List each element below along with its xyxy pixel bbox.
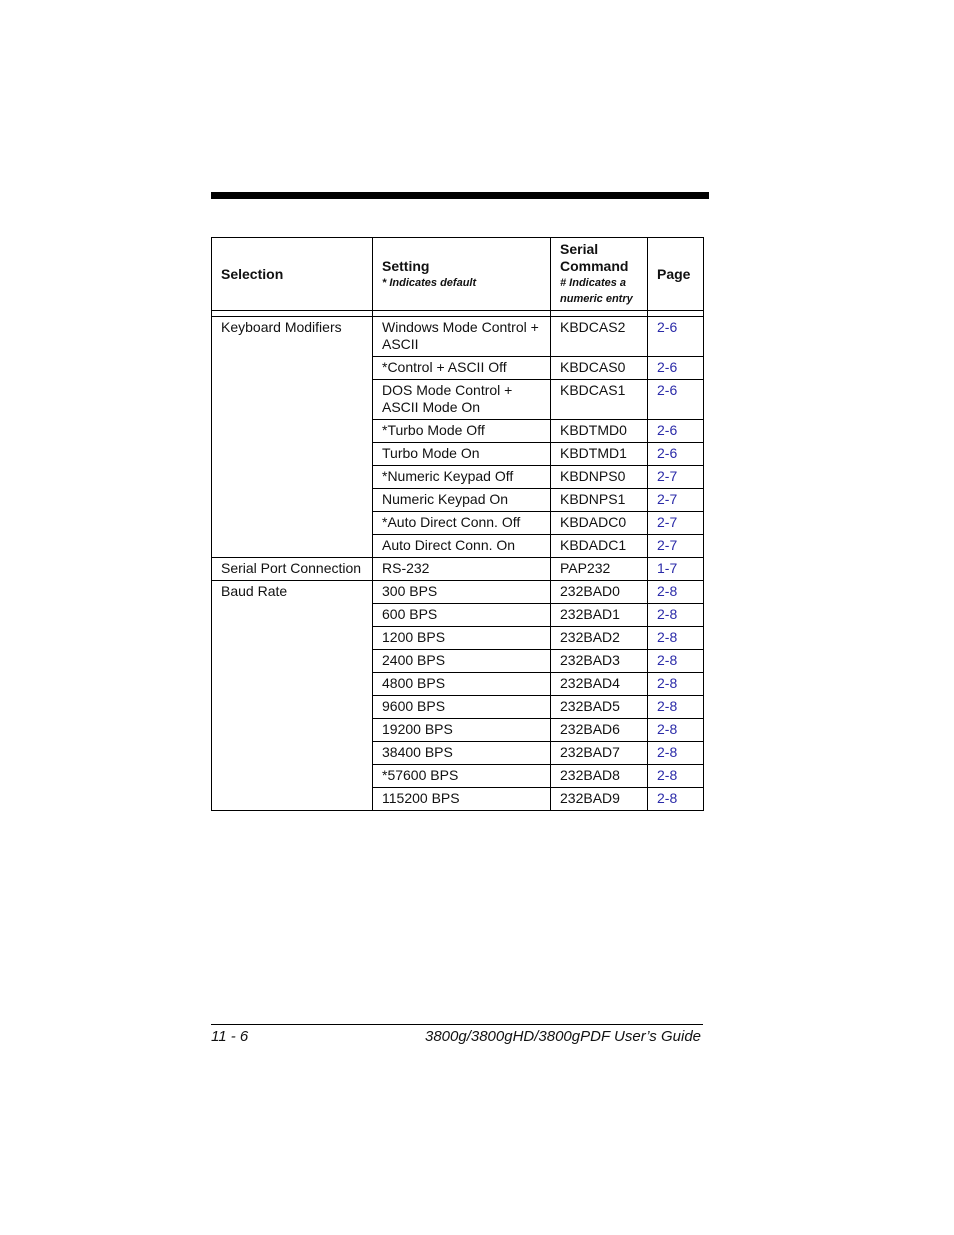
- page-cell: [648, 489, 704, 512]
- command-cell: 232BAD1: [551, 604, 648, 627]
- page-cell: [648, 650, 704, 673]
- footer-page-number: 11 - 6: [211, 1028, 249, 1045]
- command-cell: KBDNPS1: [551, 489, 648, 512]
- page-cell: [648, 535, 704, 558]
- page-cell: [648, 627, 704, 650]
- footer-rule: [211, 1024, 703, 1025]
- header-command: Serial Command # Indicates a numeric entry: [551, 238, 648, 311]
- page-cell: [648, 581, 704, 604]
- header-setting-note: * Indicates default: [382, 276, 477, 289]
- setting-cell: 9600 BPS: [373, 696, 551, 719]
- footer-guide-title: 3800g/3800gHD/3800gPDF User’s Guide: [424, 1028, 701, 1045]
- setting-cell: Auto Direct Conn. On: [373, 535, 551, 558]
- page-link[interactable]: 2-8: [657, 583, 678, 599]
- page-cell: [648, 317, 704, 357]
- command-cell: 232BAD8: [551, 765, 648, 788]
- table-row: [212, 317, 704, 357]
- setting-cell: DOS Mode Control + ASCII Mode On: [373, 380, 551, 420]
- setting-cell: 2400 BPS: [373, 650, 551, 673]
- setting-cell: 300 BPS: [373, 581, 551, 604]
- page-link[interactable]: 2-7: [657, 514, 678, 530]
- table-body: [212, 317, 704, 811]
- setting-cell: *Turbo Mode Off: [373, 420, 551, 443]
- page-cell: [648, 420, 704, 443]
- command-cell: KBDNPS0: [551, 466, 648, 489]
- command-cell: 232BAD3: [551, 650, 648, 673]
- page-link[interactable]: 2-6: [657, 422, 678, 438]
- setting-cell: *Numeric Keypad Off: [373, 466, 551, 489]
- command-cell: 232BAD7: [551, 742, 648, 765]
- setting-cell: *Control + ASCII Off: [373, 357, 551, 380]
- command-cell: 232BAD2: [551, 627, 648, 650]
- table-row: [212, 581, 704, 604]
- page-link[interactable]: 2-6: [657, 382, 678, 398]
- page-cell: [648, 357, 704, 380]
- selection-cell: Serial Port Connection: [212, 558, 373, 581]
- page-link[interactable]: 2-8: [657, 675, 678, 691]
- page-cell: [648, 443, 704, 466]
- page-link[interactable]: 2-7: [657, 468, 678, 484]
- setting-cell: *Auto Direct Conn. Off: [373, 512, 551, 535]
- page-link[interactable]: 2-8: [657, 767, 678, 783]
- command-cell: KBDADC1: [551, 535, 648, 558]
- setting-cell: 4800 BPS: [373, 673, 551, 696]
- serial-command-table: [211, 237, 704, 811]
- command-cell: PAP232: [551, 558, 648, 581]
- header-command-note-1: # Indicates a: [560, 277, 627, 289]
- setting-cell: 19200 BPS: [373, 719, 551, 742]
- header-setting: Setting * Indicates default: [373, 238, 551, 311]
- page-link[interactable]: 2-8: [657, 652, 678, 668]
- page-link[interactable]: 2-7: [657, 537, 678, 553]
- setting-cell: 1200 BPS: [373, 627, 551, 650]
- command-cell: KBDTMD0: [551, 420, 648, 443]
- page-link[interactable]: 1-7: [657, 560, 678, 576]
- selection-cell: Keyboard Modifiers: [212, 317, 373, 558]
- page-link[interactable]: 2-6: [657, 359, 678, 375]
- page-cell: [648, 696, 704, 719]
- table-row: [212, 558, 704, 581]
- page-cell: [648, 765, 704, 788]
- page-link[interactable]: 2-8: [657, 744, 678, 760]
- setting-cell: Windows Mode Control + ASCII: [373, 317, 551, 357]
- command-cell: 232BAD4: [551, 673, 648, 696]
- header-page: Page: [648, 238, 704, 311]
- command-cell: KBDADC0: [551, 512, 648, 535]
- page-cell: [648, 512, 704, 535]
- page-link[interactable]: 2-8: [657, 606, 678, 622]
- page-cell: [648, 719, 704, 742]
- page-cell: [648, 558, 704, 581]
- header-rule: [211, 192, 709, 199]
- command-cell: 232BAD6: [551, 719, 648, 742]
- page-cell: [648, 788, 704, 811]
- command-cell: 232BAD9: [551, 788, 648, 811]
- page-cell: [648, 742, 704, 765]
- page-link[interactable]: 2-8: [657, 698, 678, 714]
- page-link[interactable]: 2-6: [657, 445, 678, 461]
- setting-cell: RS-232: [373, 558, 551, 581]
- command-cell: KBDTMD1: [551, 443, 648, 466]
- page-link[interactable]: 2-8: [657, 629, 678, 645]
- page-cell: [648, 380, 704, 420]
- setting-cell: 600 BPS: [373, 604, 551, 627]
- page-cell: [648, 673, 704, 696]
- command-cell: KBDCAS2: [551, 317, 648, 357]
- command-cell: 232BAD0: [551, 581, 648, 604]
- command-cell: KBDCAS0: [551, 357, 648, 380]
- page-link[interactable]: 2-8: [657, 721, 678, 737]
- setting-cell: Turbo Mode On: [373, 443, 551, 466]
- command-cell: 232BAD5: [551, 696, 648, 719]
- page-cell: [648, 604, 704, 627]
- selection-cell: Baud Rate: [212, 581, 373, 811]
- page-link[interactable]: 2-6: [657, 319, 678, 335]
- page-link[interactable]: 2-8: [657, 790, 678, 806]
- page-link[interactable]: 2-7: [657, 491, 678, 507]
- setting-cell: 38400 BPS: [373, 742, 551, 765]
- page-cell: [648, 466, 704, 489]
- setting-cell: Numeric Keypad On: [373, 489, 551, 512]
- setting-cell: *57600 BPS: [373, 765, 551, 788]
- command-cell: KBDCAS1: [551, 380, 648, 420]
- setting-cell: 115200 BPS: [373, 788, 551, 811]
- header-selection: Selection: [212, 238, 373, 311]
- header-command-note-2: numeric entry: [560, 293, 633, 305]
- table-header-row: [212, 238, 704, 311]
